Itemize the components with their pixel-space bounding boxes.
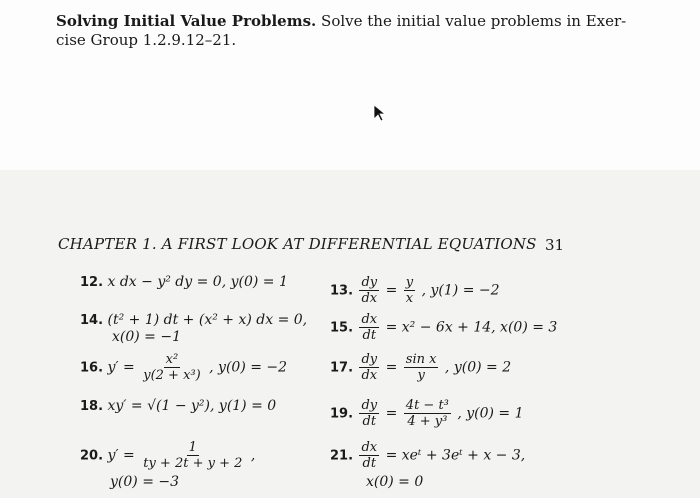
- problem-number: 15.: [330, 320, 354, 336]
- page-number: 31: [545, 236, 565, 254]
- fraction: $\frac{dy}{dt}$: [361, 398, 378, 429]
- problem-number: 19.: [330, 406, 354, 422]
- problem-number: 18.: [80, 399, 104, 414]
- problem-number: 13.: [330, 283, 354, 299]
- fraction: $\frac{\text{sin x}}{y}$: [405, 352, 437, 383]
- mouse-pointer-icon: [373, 104, 387, 122]
- problem-number: 21.: [330, 448, 354, 464]
- problem-20: 20. y′ = $\frac{1}{ty + 2t + y + 2}$ ,: [80, 440, 256, 471]
- problem-equation: = xeᵗ + 3eᵗ + x − 3,: [385, 447, 526, 464]
- fraction: $\frac{\text{4t − t³}}{\text{4 + y³}}$: [405, 398, 449, 429]
- heading-instruction-line1: Solve the initial value problems in Exer-: [321, 12, 627, 30]
- problem-number: 12.: [80, 275, 104, 290]
- problem-condition: , y(0) = 1: [457, 405, 524, 422]
- problem-13: 13. $\frac{dy}{dx}$ = $\frac{y}{x}$ , y(1) = −2: [330, 275, 500, 306]
- fraction: $\frac{dx}{dt}$: [361, 440, 378, 471]
- problem-17: 17. $\frac{dy}{dx}$ = $\frac{\text{sin x}}{y}$ , y(0) = 2: [330, 352, 512, 383]
- heading-title: Solving Initial Value Problems.: [56, 12, 317, 30]
- problem-18: [80, 398, 276, 414]
- problem-number: 17.: [330, 360, 354, 376]
- section-heading: [56, 12, 646, 50]
- problem-condition: , y(0) = −2: [209, 359, 288, 376]
- page-top-section: [0, 0, 700, 170]
- problem-12: [80, 274, 288, 290]
- problem-equation: xy′ = √(1 − y²), y(1) = 0: [107, 398, 277, 414]
- problem-21: [330, 440, 525, 471]
- fraction: $\frac{dy}{dx}$: [361, 275, 378, 306]
- problem-15: [330, 312, 557, 343]
- fraction: $\frac{dy}{dx}$: [361, 352, 378, 383]
- problem-20-condition: y(0) = −3: [110, 474, 180, 490]
- problem-number: 14.: [80, 313, 104, 328]
- problem-condition: , y(0) = 2: [444, 359, 512, 376]
- problem-equation: x dx − y² dy = 0, y(0) = 1: [107, 274, 288, 290]
- fraction: $\frac{1}{ty + 2t + y + 2}$: [143, 440, 243, 471]
- problem-equation: = x² − 6x + 14, x(0) = 3: [385, 319, 558, 336]
- problem-condition: , y(1) = −2: [421, 282, 500, 299]
- problem-19: 19. $\frac{dy}{dt}$ = $\frac{\text{4t − t³}}{\text{4 + y³}}$ , y(0) = 1: [330, 398, 524, 429]
- problem-14: [80, 312, 307, 328]
- problem-number: 16.: [80, 360, 104, 376]
- chapter-header: CHAPTER 1. A FIRST LOOK AT DIFFERENTIAL EQUATIONS: [58, 235, 537, 253]
- fraction: $\frac{\text{x²}}{\text{y(2 + x³)}}$: [143, 352, 201, 383]
- problem-14-condition: x(0) = −1: [112, 329, 181, 345]
- fraction: $\frac{y}{x}$: [405, 275, 414, 306]
- fraction: $\frac{dx}{dt}$: [361, 312, 378, 343]
- heading-instruction-line2: cise Group 1.2.9.12–21.: [56, 31, 237, 49]
- problem-equation: (t² + 1) dt + (x² + x) dx = 0,: [107, 312, 308, 328]
- problem-21-condition: x(0) = 0: [366, 474, 424, 490]
- problem-16: 16. y′ = $\frac{\text{x²}}{\text{y(2 + x³)}}$ , y(0) = −2: [80, 352, 288, 383]
- problem-number: 20.: [80, 448, 104, 464]
